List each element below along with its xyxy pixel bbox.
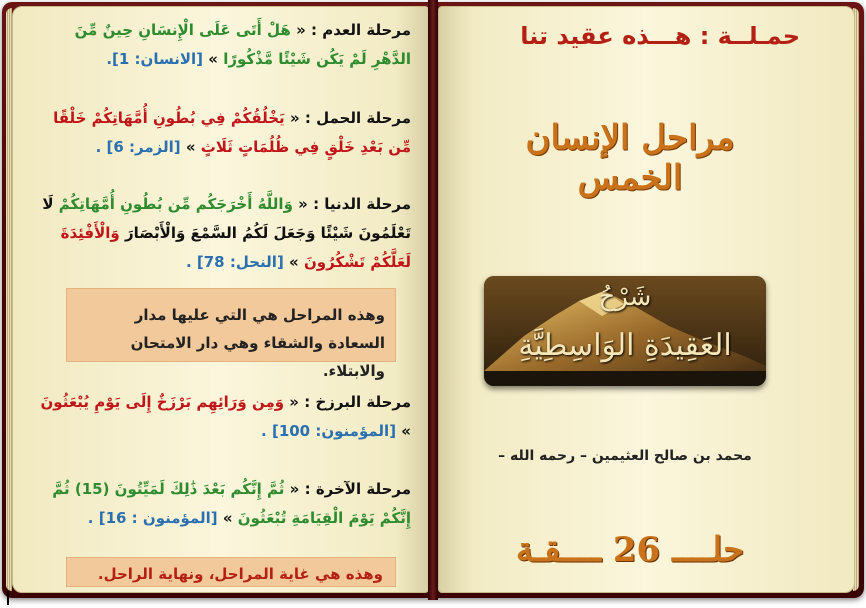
- verse-reference: [المؤمنون : 16] .: [87, 509, 218, 527]
- note-box-trial: [66, 288, 396, 380]
- stage-label: مرحلة العدم :: [311, 21, 411, 39]
- verse-text: ثُمَّ إِنَّكُم بَعْدَ ذَٰلِكَ لَمَيِّتُونَ (15) ثُمَّ إِنَّكُمْ يَوْمَ الْقِيَامَةِ تُبْعَثُونَ: [52, 480, 411, 527]
- stage-hereafter: مرحلة الآخرة : « ثُمَّ إِنَّكُم بَعْدَ ذَٰلِكَ لَمَيِّتُونَ (15) ثُمَّ إِنَّكُمْ يَوْمَ الْقِيَامَةِ تُبْعَثُونَ » [المؤمنون : 16] .: [52, 480, 411, 527]
- campaign-title: حمـلــة : هـــذه عقيد تنا: [520, 22, 800, 50]
- image-caption-top: شَرْحُ: [598, 282, 652, 312]
- episode-num: 26: [612, 530, 661, 570]
- text-cursor: [7, 591, 9, 605]
- verse-reference: [النحل: 78] .: [185, 253, 284, 271]
- note-text: وهذه المراحل هي التي عليها مدار السعادة والشقاء وهي دار الامتحان والابتلاء.: [130, 306, 385, 380]
- stage-nonexistence: مرحلة العدم : « هَلْ أَتَى عَلَى الْإِنسَانِ حِينٌ مِّنَ الدَّهْرِ لَمْ يَكُن شَيْئًا مَّذْكُورًا » [الانسان: 1].: [74, 21, 411, 68]
- episode-number: [480, 530, 780, 570]
- stage-label: مرحلة الدنيا :: [313, 195, 411, 213]
- stage-label: مرحلة الآخرة :: [304, 480, 411, 498]
- verse-text-red: وَالْأَفْئِدَةَ لَعَلَّكُمْ تَشْكُرُونَ: [60, 224, 411, 271]
- verse-text: يَخْلُقُكُمْ فِي بُطُونِ أُمَّهَاتِكُمْ خَلْقًا مِّن بَعْدِ خَلْقٍ فِي ظُلُمَاتٍ ثَلَاثٍ: [53, 109, 411, 156]
- book-spine: [428, 0, 438, 600]
- note-text: وهذه هي غاية المراحل، ونهاية الراحل.: [97, 565, 383, 583]
- verse-reference: [الزمر: 6] .: [95, 138, 181, 156]
- author-name: محمد بن صالح العثيمين – رحمه الله –: [498, 448, 752, 464]
- stage-barzakh: مرحلة البرزخ : « وَمِن وَرَائِهِم بَرْزَخٌ إِلَى يَوْمِ يُبْعَثُونَ » [المؤمنون: 100] .: [40, 393, 411, 440]
- verse-text: هَلْ أَتَى عَلَى الْإِنسَانِ حِينٌ مِّنَ الدَّهْرِ لَمْ يَكُن شَيْئًا مَّذْكُورًا: [74, 21, 411, 68]
- episode-prefix: حلــــ: [672, 530, 745, 570]
- stage-worldly-life: مرحلة الدنيا : « وَاللَّهُ أَخْرَجَكُم مِّن بُطُونِ أُمَّهَاتِكُمْ لَا تَعْلَمُونَ شَيْئًا وَجَعَلَ لَكُمُ السَّمْعَ وَالْأَبْصَارَ وَالْأَفْئِدَةَ لَعَلَّكُمْ تَشْكُرُونَ » [النحل: 78] .: [42, 195, 411, 271]
- page-subtitle: مراحل الإنسان الخمس: [525, 118, 735, 198]
- verse-text: وَمِن وَرَائِهِم بَرْزَخٌ إِلَى يَوْمِ يُبْعَثُونَ: [40, 393, 285, 411]
- episode-suffix: ــــقـة: [515, 530, 602, 570]
- verse-text: وَاللَّهُ أَخْرَجَكُم مِّن بُطُونِ أُمَّهَاتِكُمْ: [58, 195, 293, 213]
- stage-label: مرحلة البرزخ :: [304, 393, 411, 411]
- verse-reference: [المؤمنون: 100] .: [261, 422, 397, 440]
- verse-reference: [الانسان: 1].: [106, 50, 204, 68]
- book-cover-image: [484, 276, 766, 386]
- stage-pregnancy: مرحلة الحمل : « يَخْلُقُكُمْ فِي بُطُونِ أُمَّهَاتِكُمْ خَلْقًا مِّن بَعْدِ خَلْقٍ فِي ظُلُمَاتٍ ثَلَاثٍ » [الزمر: 6] .: [53, 109, 411, 156]
- stage-label: مرحلة الحمل :: [304, 109, 411, 127]
- image-caption-bottom: العَقِيدَةِ الوَاسِطِيَّةِ: [518, 328, 732, 363]
- verse-text-black: لَا تَعْلَمُونَ شَيْئًا وَجَعَلَ لَكُمُ السَّمْعَ وَالْأَبْصَارَ: [42, 195, 411, 242]
- note-box-end: [66, 557, 396, 587]
